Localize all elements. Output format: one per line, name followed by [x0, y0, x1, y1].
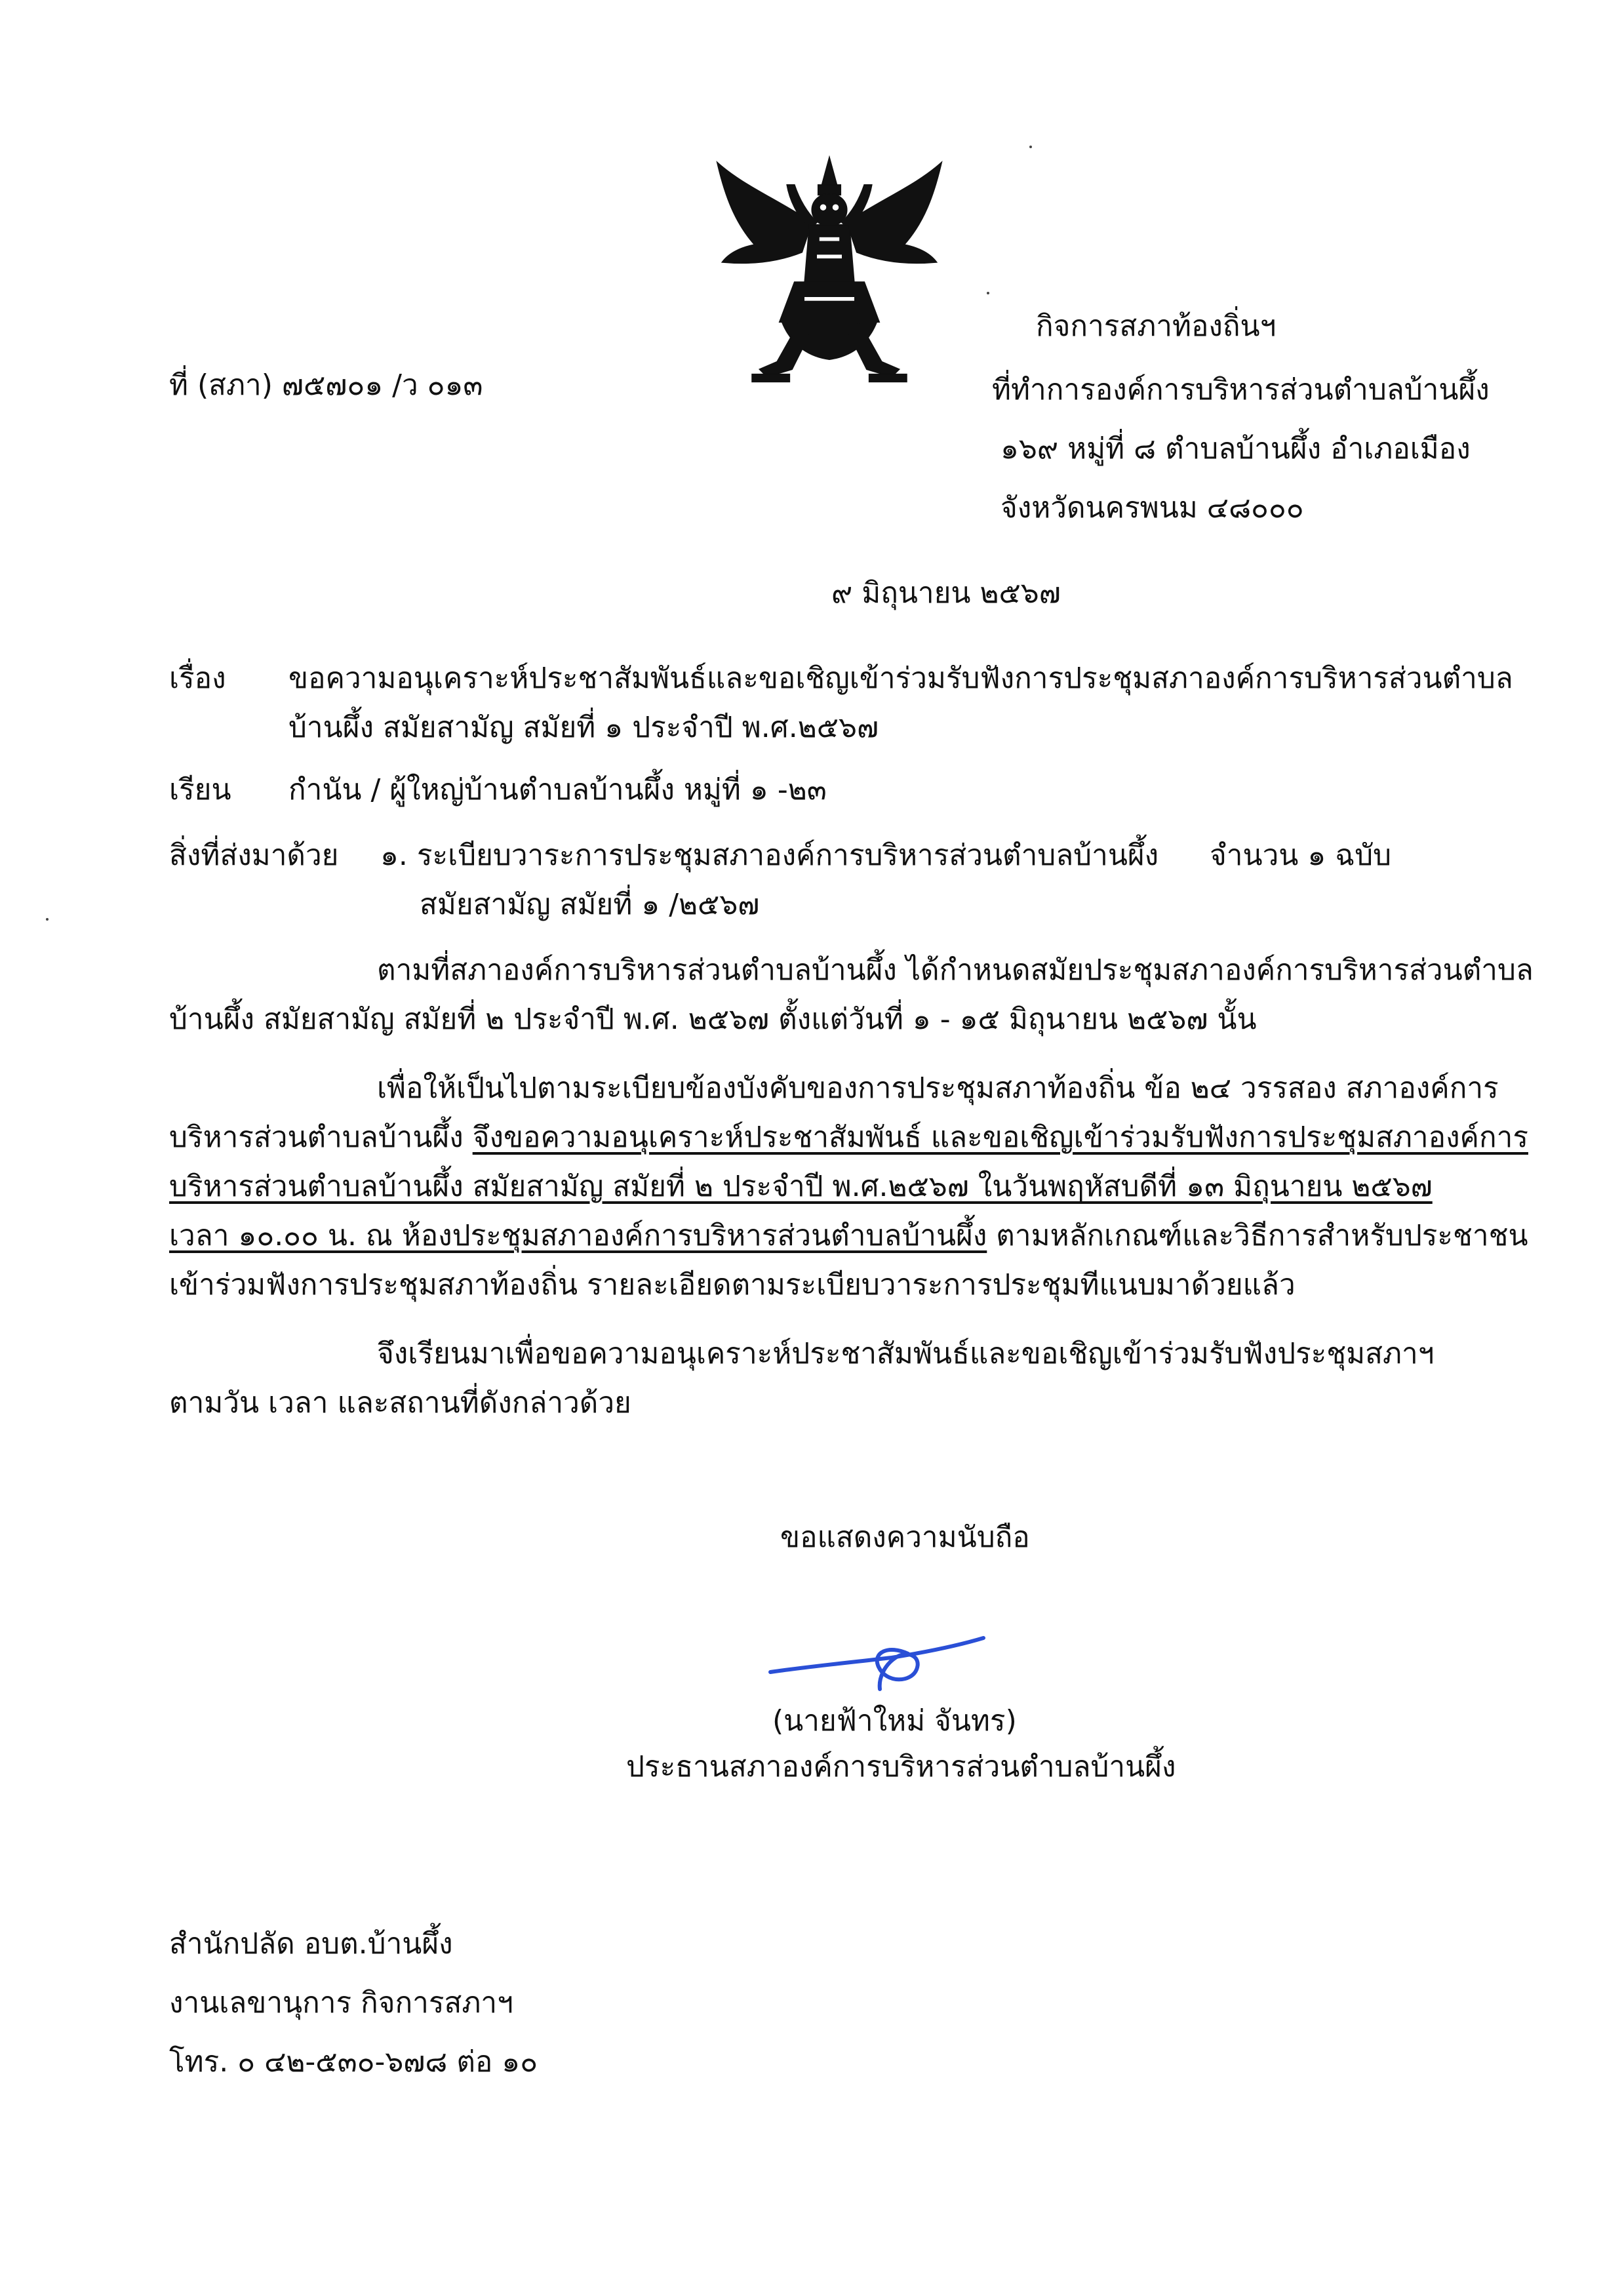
enclosure-label: สิ่งที่ส่งมาด้วย [169, 839, 339, 872]
recipient-text: กำนัน / ผู้ใหญ่บ้านตำบลบ้านผึ้ง หมู่ที่ ๑ -๒๓ [288, 773, 827, 807]
subject-line-2: บ้านผึ้ง สมัยสามัญ สมัยที่ ๑ ประจำปี พ.ศ.๒๕๖๗ [288, 711, 879, 744]
enclosure-quantity: จำนวน ๑ ฉบับ [1210, 839, 1392, 872]
office-line-4: จังหวัดนครพนม ๔๘๐๐๐ [1000, 491, 1304, 525]
paragraph-2-line-1: เพื่อให้เป็นไปตามระเบียบข้องบังคับของการประชุมสภาท้องถิ่น ข้อ ๒๔ วรรสอง สภาองค์การ [377, 1071, 1499, 1105]
recipient-label: เรียน [169, 773, 231, 807]
paragraph-2-line-4-underlined: เวลา ๑๐.๐๐ น. ณ ห้องประชุมสภาองค์การบริหารส่วนตำบลบ้านผึ้ง [169, 1219, 987, 1252]
scan-speck [987, 292, 989, 294]
subject-label: เรื่อง [169, 662, 226, 695]
paragraph-1-line-1: ตามที่สภาองค์การบริหารส่วนตำบลบ้านผึ้ง ได้กำหนดสมัยประชุมสภาองค์การบริหารส่วนตำบล [377, 953, 1534, 987]
paragraph-2-line-5: เข้าร่วมฟังการประชุมสภาท้องถิ่น รายละเอียดตามระเบียบวาระการประชุมทีแนบมาด้วยแล้ว [169, 1268, 1296, 1302]
office-line-2: ที่ทำการองค์การบริหารส่วนตำบลบ้านผึ้ง [992, 373, 1490, 407]
office-line-3: ๑๖๙ หมู่ที่ ๘ ตำบลบ้านผึ้ง อำเภอเมือง [1000, 432, 1471, 466]
reference-number: ที่ (สภา) ๗๕๗๐๑ /ว ๐๑๓ [169, 369, 483, 402]
paragraph-3-line-2: ตามวัน เวลา และสถานที่ดังกล่าวด้วย [169, 1386, 631, 1420]
subject-line-1: ขอความอนุเคราะห์ประชาสัมพันธ์และขอเชิญเข้าร่วมรับฟังการประชุมสภาองค์การบริหารส่วนตำบล [288, 662, 1513, 695]
document-date: ๙ มิถุนายน ๒๕๖๗ [831, 576, 1061, 610]
paragraph-2-line-2 [169, 1118, 1528, 1157]
garuda-emblem-icon [705, 148, 954, 397]
footer-line-1: สำนักปลัด อบต.บ้านผึ้ง [169, 1927, 453, 1961]
paragraph-2-line-3: บริหารส่วนตำบลบ้านผึ้ง สมัยสามัญ สมัยที่ ๒ ประจำปี พ.ศ.๒๕๖๗ ในวันพฤหัสบดีที่ ๑๓ มิถุนายน ๒๕๖๗ [169, 1170, 1433, 1203]
enclosure-line-2: สมัยสามัญ สมัยที่ ๑ /๒๕๖๗ [420, 888, 760, 921]
office-line-1: กิจการสภาท้องถิ่นฯ [1036, 309, 1277, 343]
enclosure-line-1: ๑. ระเบียบวาระการประชุมสภาองค์การบริหารส่วนตำบลบ้านผึ้ง [380, 839, 1159, 872]
paragraph-2-line-2-plain: บริหารส่วนตำบลบ้านผึ้ง [169, 1121, 473, 1154]
paragraph-2-line-4 [169, 1216, 1528, 1256]
signer-name: (นายฟ้าใหม่ จันทร) [772, 1704, 1017, 1738]
paragraph-2-line-4-plain: ตามหลักเกณฑ์และวิธีการสำหรับประชาชน [987, 1219, 1528, 1252]
signature-icon [767, 1606, 990, 1705]
signer-title: ประธานสภาองค์การบริหารส่วนตำบลบ้านผึ้ง [626, 1750, 1176, 1784]
footer-line-2: งานเลขานุการ กิจการสภาฯ [169, 1986, 513, 2020]
paragraph-3-line-1: จึงเรียนมาเพื่อขอความอนุเคราะห์ประชาสัมพันธ์และขอเชิญเข้าร่วมรับฟังประชุมสภาฯ [377, 1337, 1435, 1370]
footer-line-3: โทร. ๐ ๔๒-๕๓๐-๖๗๘ ต่อ ๑๐ [169, 2045, 538, 2079]
closing-salutation: ขอแสดงความนับถือ [780, 1521, 1030, 1554]
paragraph-2-line-2-underlined: จึงขอความอนุเคราะห์ประชาสัมพันธ์ และขอเชิญเข้าร่วมรับฟังการประชุมสภาองค์การ [472, 1121, 1528, 1154]
scan-speck [1029, 146, 1032, 148]
scan-speck [46, 918, 49, 921]
paragraph-1-line-2: บ้านผึ้ง สมัยสามัญ สมัยที่ ๒ ประจำปี พ.ศ. ๒๕๖๗ ตั้งแต่วันที่ ๑ - ๑๕ มิถุนายน ๒๕๖๗ นั้น [169, 1003, 1257, 1036]
